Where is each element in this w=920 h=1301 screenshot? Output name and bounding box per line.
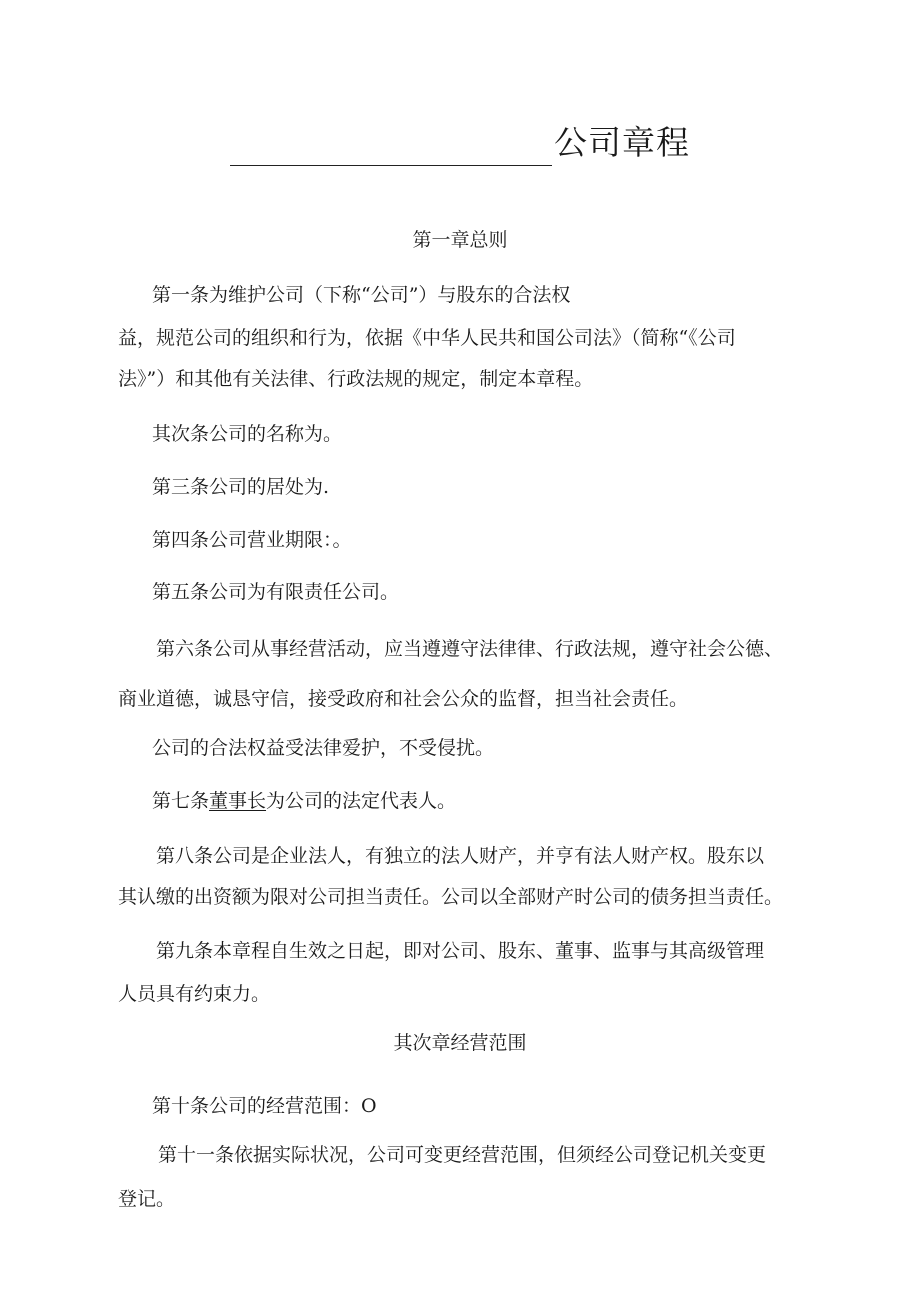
article-3: 第三条公司的居处为. — [152, 476, 330, 498]
article-5: 第五条公司为有限责任公司。 — [152, 581, 400, 603]
article-7-prefix: 第七条 — [152, 790, 210, 812]
article-4: 第四条公司营业期限：。 — [152, 529, 352, 551]
article-9-line-1: 第九条本章程自生效之日起，即对公司、股东、董事、监事与其高级管理 — [156, 940, 765, 962]
article-9-line-2: 人员具有约束力。 — [118, 983, 271, 1005]
article-1-line-1: 第一条为维护公司（下称“公司”）与股东的合法权 — [152, 284, 571, 306]
article-8-line-1: 第八条公司是企业法人，有独立的法人财产，并亨有法人财产权。股东以 — [156, 845, 765, 867]
article-1-line-2: 益，规范公司的组织和行为，依据《中华人民共和国公司法》（简称“《公司 — [118, 327, 736, 349]
article-10: 第十条公司的经营范围：O — [152, 1095, 377, 1117]
article-1-line-3: 法》”）和其他有关法律、行政法规的规定，制定本章程。 — [118, 368, 594, 390]
chapter-1-heading: 第一章总则 — [412, 229, 508, 251]
article-7-suffix: 为公司的法定代表人。 — [266, 790, 457, 812]
chapter-2-heading: 其次章经营范围 — [393, 1032, 527, 1054]
article-6-line-3: 公司的合法权益受法律爱护，不受侵扰。 — [152, 737, 495, 759]
article-6-line-1: 第六条公司从事经营活动，应当遵遵守法律律、行政法规，遵守社会公德、 — [156, 638, 784, 660]
article-2: 其次条公司的名称为。 — [152, 423, 343, 445]
article-11-line-1: 第十一条依据实际状况，公司可变更经营范围，但须经公司登记机关变更 — [158, 1144, 767, 1166]
document-title — [0, 120, 920, 166]
company-name-blank — [230, 125, 552, 166]
article-11-line-2: 登记。 — [118, 1188, 176, 1210]
article-7-underlined-term: 董事长 — [209, 790, 267, 812]
article-8-line-2: 其认缴的出资额为限对公司担当责任。公司以全部财产时公司的债务担当责任。 — [118, 886, 784, 908]
title-text: 公司章程 — [554, 123, 690, 162]
article-7 — [152, 788, 456, 814]
article-6-line-2: 商业道德，诚恳守信，接受政府和社会公众的监督，担当社会责任。 — [118, 688, 689, 710]
